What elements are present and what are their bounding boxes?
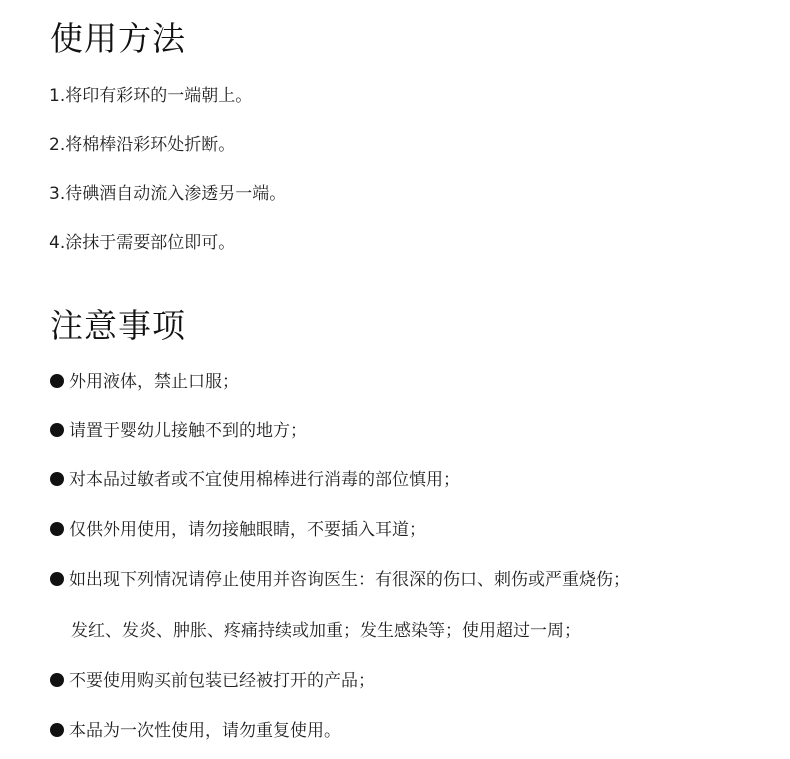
note-item-1: [50, 370, 239, 394]
bullet-icon: [50, 374, 64, 388]
bullet-icon: [50, 673, 64, 687]
usage-step-4: 4.涂抹于需要部位即可。: [49, 233, 236, 253]
note-text: 不要使用购买前包装已经被打开的产品；: [69, 671, 375, 691]
note-item-5: [50, 568, 630, 592]
usage-step-1: 1.将印有彩环的一端朝上。: [49, 86, 253, 106]
notes-heading: 注意事项: [50, 306, 186, 345]
usage-step-3: 3.待碘酒自动流入渗透另一端。: [49, 184, 287, 204]
bullet-icon: [50, 572, 64, 586]
bullet-icon: [50, 472, 64, 486]
note-text: 仅供外用使用，请勿接触眼睛，不要插入耳道；: [69, 520, 426, 540]
note-item-3: [50, 468, 460, 492]
note-item-6: [50, 669, 375, 693]
note-text: 如出现下列情况请停止使用并咨询医生：有很深的伤口、刺伤或严重烧伤；: [69, 570, 630, 590]
note-item-4: [50, 518, 426, 542]
bullet-icon: [50, 423, 64, 437]
usage-heading: 使用方法: [50, 19, 186, 58]
note-item-2: [50, 419, 307, 443]
note-item-7: [50, 719, 341, 743]
bullet-icon: [50, 522, 64, 536]
note-text: 本品为一次性使用，请勿重复使用。: [69, 721, 341, 741]
note-text: 对本品过敏者或不宜使用棉棒进行消毒的部位慎用；: [69, 470, 460, 490]
note-item-5-continuation: 发红、发炎、肿胀、疼痛持续或加重；发生感染等；使用超过一周；: [71, 621, 581, 641]
usage-step-2: 2.将棉棒沿彩环处折断。: [49, 135, 236, 155]
note-text: 请置于婴幼儿接触不到的地方；: [69, 421, 307, 441]
note-text: 外用液体，禁止口服；: [69, 372, 239, 392]
bullet-icon: [50, 723, 64, 737]
